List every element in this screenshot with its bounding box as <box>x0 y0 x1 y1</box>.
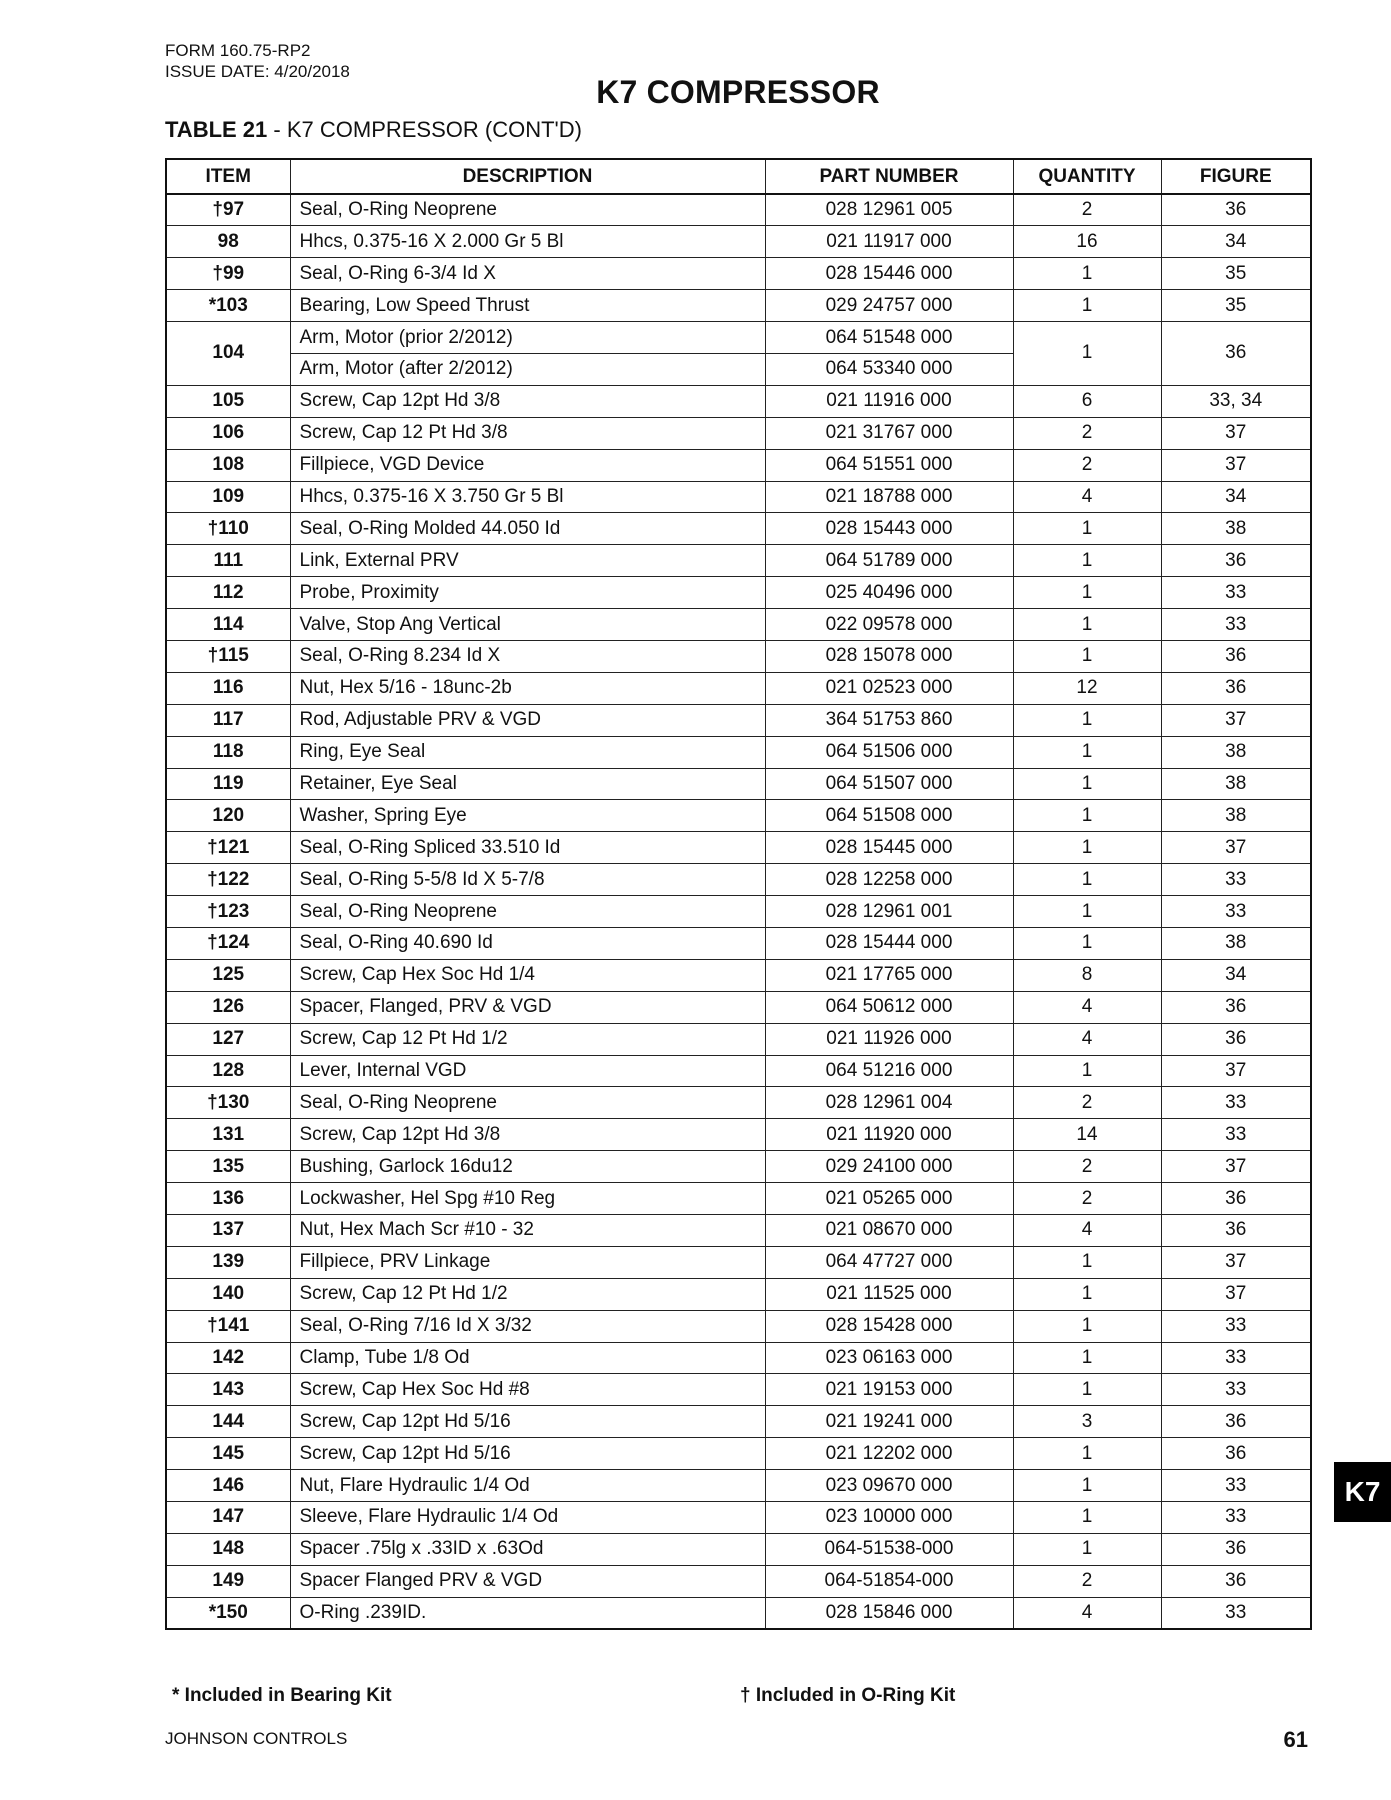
item-number-cell: †99 <box>166 258 290 290</box>
figure-cell: 33 <box>1161 1470 1311 1502</box>
table-row <box>166 1374 1311 1406</box>
parts-table <box>165 158 1312 1630</box>
figure-cell: 38 <box>1161 768 1311 800</box>
description-cell: Rod, Adjustable PRV & VGD <box>290 704 765 736</box>
description-cell: Screw, Cap 12 Pt Hd 3/8 <box>290 417 765 449</box>
quantity-cell: 1 <box>1013 832 1161 864</box>
table-row <box>166 768 1311 800</box>
quantity-cell: 1 <box>1013 1246 1161 1278</box>
figure-cell: 36 <box>1161 322 1311 386</box>
quantity-cell: 1 <box>1013 609 1161 641</box>
description-cell: Seal, O-Ring Spliced 33.510 Id <box>290 832 765 864</box>
item-number-cell: 144 <box>166 1406 290 1438</box>
table-row <box>166 896 1311 928</box>
issue-date: ISSUE DATE: 4/20/2018 <box>165 62 350 81</box>
quantity-cell: 1 <box>1013 1278 1161 1310</box>
item-number-cell: †141 <box>166 1310 290 1342</box>
part-number-cell: 028 12258 000 <box>765 864 1013 896</box>
part-number-cell: 064 47727 000 <box>765 1246 1013 1278</box>
table-row <box>166 1278 1311 1310</box>
part-number-cell: 021 11525 000 <box>765 1278 1013 1310</box>
table-caption-text: K7 COMPRESSOR (CONT'D) <box>286 117 582 142</box>
table-caption-separator: - <box>267 117 287 142</box>
table-body <box>166 194 1311 1629</box>
item-number-cell: 148 <box>166 1533 290 1565</box>
part-number-cell: 028 15445 000 <box>765 832 1013 864</box>
table-row <box>166 1310 1311 1342</box>
table-row <box>166 927 1311 959</box>
description-cell: Probe, Proximity <box>290 577 765 609</box>
figure-cell: 33 <box>1161 864 1311 896</box>
quantity-cell: 8 <box>1013 959 1161 991</box>
item-number-cell: 135 <box>166 1151 290 1183</box>
figure-cell: 33 <box>1161 1374 1311 1406</box>
description-cell: Fillpiece, VGD Device <box>290 449 765 481</box>
quantity-cell: 1 <box>1013 1374 1161 1406</box>
description-cell: Seal, O-Ring Neoprene <box>290 194 765 226</box>
description-cell: Hhcs, 0.375-16 X 2.000 Gr 5 Bl <box>290 226 765 258</box>
description-cell: Link, External PRV <box>290 545 765 577</box>
quantity-cell: 1 <box>1013 736 1161 768</box>
quantity-cell: 1 <box>1013 800 1161 832</box>
description-cell: Seal, O-Ring Neoprene <box>290 896 765 928</box>
description-cell: Bearing, Low Speed Thrust <box>290 290 765 322</box>
part-number-cell: 064 51789 000 <box>765 545 1013 577</box>
figure-cell: 33 <box>1161 1310 1311 1342</box>
table-row <box>166 1342 1311 1374</box>
table-row <box>166 1119 1311 1151</box>
table-row <box>166 1406 1311 1438</box>
table-header-row <box>166 159 1311 194</box>
description-cell: Spacer Flanged PRV & VGD <box>290 1565 765 1597</box>
footnote-bearing-kit: * Included in Bearing Kit <box>172 1685 392 1706</box>
part-number-cell: 028 15446 000 <box>765 258 1013 290</box>
table-row <box>166 736 1311 768</box>
quantity-cell: 2 <box>1013 1151 1161 1183</box>
item-number-cell: 137 <box>166 1215 290 1247</box>
figure-cell: 33, 34 <box>1161 385 1311 417</box>
part-number-cell: 021 31767 000 <box>765 417 1013 449</box>
part-number-cell: 021 05265 000 <box>765 1183 1013 1215</box>
table-row <box>166 991 1311 1023</box>
part-number-cell: 021 11916 000 <box>765 385 1013 417</box>
description-cell: Screw, Cap 12 Pt Hd 1/2 <box>290 1278 765 1310</box>
item-number-cell: 114 <box>166 609 290 641</box>
page-title: K7 COMPRESSOR <box>596 74 880 110</box>
part-number-cell: 021 02523 000 <box>765 672 1013 704</box>
figure-cell: 36 <box>1161 1183 1311 1215</box>
part-number-cell: 364 51753 860 <box>765 704 1013 736</box>
item-number-cell: 147 <box>166 1502 290 1534</box>
description-cell: Screw, Cap 12pt Hd 3/8 <box>290 1119 765 1151</box>
figure-cell: 36 <box>1161 672 1311 704</box>
item-number-cell: 120 <box>166 800 290 832</box>
part-number-cell: 064 51506 000 <box>765 736 1013 768</box>
item-number-cell: 106 <box>166 417 290 449</box>
quantity-cell: 1 <box>1013 1533 1161 1565</box>
quantity-cell: 12 <box>1013 672 1161 704</box>
item-number-cell: †124 <box>166 927 290 959</box>
part-number-cell: 064 51551 000 <box>765 449 1013 481</box>
part-number-cell: 064 51548 000 <box>765 322 1013 354</box>
quantity-cell: 3 <box>1013 1406 1161 1438</box>
table-row <box>166 322 1311 354</box>
part-number-cell: 023 06163 000 <box>765 1342 1013 1374</box>
part-number-cell: 021 18788 000 <box>765 481 1013 513</box>
item-number-cell: 142 <box>166 1342 290 1374</box>
description-cell: Nut, Hex 5/16 - 18unc-2b <box>290 672 765 704</box>
quantity-cell: 1 <box>1013 1055 1161 1087</box>
item-number-cell: 145 <box>166 1438 290 1470</box>
description-cell: Seal, O-Ring 40.690 Id <box>290 927 765 959</box>
quantity-cell: 2 <box>1013 1565 1161 1597</box>
quantity-cell: 1 <box>1013 896 1161 928</box>
item-number-cell: †121 <box>166 832 290 864</box>
figure-cell: 37 <box>1161 1246 1311 1278</box>
part-number-cell: 028 15443 000 <box>765 513 1013 545</box>
table-row <box>166 449 1311 481</box>
figure-cell: 38 <box>1161 927 1311 959</box>
item-number-cell: 119 <box>166 768 290 800</box>
figure-cell: 36 <box>1161 640 1311 672</box>
part-number-cell: 064 51507 000 <box>765 768 1013 800</box>
part-number-cell: 028 12961 005 <box>765 194 1013 226</box>
table-row <box>166 513 1311 545</box>
description-cell: Arm, Motor (prior 2/2012) <box>290 322 765 354</box>
footnote-oring-kit: † Included in O-Ring Kit <box>740 1685 956 1706</box>
quantity-cell: 4 <box>1013 991 1161 1023</box>
quantity-cell: 4 <box>1013 481 1161 513</box>
figure-cell: 33 <box>1161 1119 1311 1151</box>
part-number-cell: 028 12961 004 <box>765 1087 1013 1119</box>
table-row <box>166 1502 1311 1534</box>
table-row <box>166 385 1311 417</box>
description-cell: Valve, Stop Ang Vertical <box>290 609 765 641</box>
item-number-cell: 116 <box>166 672 290 704</box>
figure-cell: 36 <box>1161 545 1311 577</box>
table-row <box>166 672 1311 704</box>
figure-cell: 33 <box>1161 1342 1311 1374</box>
description-cell: Bushing, Garlock 16du12 <box>290 1151 765 1183</box>
figure-cell: 33 <box>1161 609 1311 641</box>
part-number-cell: 028 15428 000 <box>765 1310 1013 1342</box>
figure-cell: 38 <box>1161 736 1311 768</box>
item-number-cell: 105 <box>166 385 290 417</box>
item-number-cell: *103 <box>166 290 290 322</box>
description-cell: Seal, O-Ring Molded 44.050 Id <box>290 513 765 545</box>
figure-cell: 33 <box>1161 896 1311 928</box>
quantity-cell: 1 <box>1013 704 1161 736</box>
item-number-cell: 143 <box>166 1374 290 1406</box>
description-cell: Screw, Cap 12pt Hd 5/16 <box>290 1406 765 1438</box>
description-cell: Spacer .75lg x .33ID x .63Od <box>290 1533 765 1565</box>
quantity-cell: 16 <box>1013 226 1161 258</box>
quantity-cell: 1 <box>1013 577 1161 609</box>
description-cell: Screw, Cap 12pt Hd 3/8 <box>290 385 765 417</box>
quantity-cell: 1 <box>1013 1470 1161 1502</box>
table-row <box>166 1023 1311 1055</box>
description-cell: Fillpiece, PRV Linkage <box>290 1246 765 1278</box>
figure-cell: 38 <box>1161 800 1311 832</box>
description-cell: Seal, O-Ring 7/16 Id X 3/32 <box>290 1310 765 1342</box>
table-row <box>166 640 1311 672</box>
description-cell: Screw, Cap 12 Pt Hd 1/2 <box>290 1023 765 1055</box>
description-cell: Screw, Cap Hex Soc Hd 1/4 <box>290 959 765 991</box>
figure-cell: 37 <box>1161 1151 1311 1183</box>
table-row <box>166 1215 1311 1247</box>
item-number-cell: 131 <box>166 1119 290 1151</box>
figure-cell: 36 <box>1161 1565 1311 1597</box>
quantity-cell: 1 <box>1013 1310 1161 1342</box>
figure-cell: 36 <box>1161 1533 1311 1565</box>
table-row <box>166 226 1311 258</box>
figure-cell: 36 <box>1161 1215 1311 1247</box>
table-row <box>166 704 1311 736</box>
quantity-cell: 14 <box>1013 1119 1161 1151</box>
form-number: FORM 160.75-RP2 <box>165 41 311 60</box>
table-row <box>166 481 1311 513</box>
part-number-cell: 021 08670 000 <box>765 1215 1013 1247</box>
figure-cell: 35 <box>1161 290 1311 322</box>
figure-cell: 34 <box>1161 481 1311 513</box>
item-number-cell: †110 <box>166 513 290 545</box>
figure-cell: 36 <box>1161 991 1311 1023</box>
quantity-cell: 2 <box>1013 417 1161 449</box>
page-number: 61 <box>1283 1727 1308 1752</box>
figure-cell: 36 <box>1161 1023 1311 1055</box>
figure-cell: 37 <box>1161 1278 1311 1310</box>
part-number-cell: 064-51538-000 <box>765 1533 1013 1565</box>
table-row <box>166 1470 1311 1502</box>
part-number-cell: 064 50612 000 <box>765 991 1013 1023</box>
quantity-cell: 2 <box>1013 1183 1161 1215</box>
part-number-cell: 028 12961 001 <box>765 896 1013 928</box>
figure-cell: 34 <box>1161 226 1311 258</box>
item-number-cell: 149 <box>166 1565 290 1597</box>
table-caption-label: TABLE 21 <box>165 117 268 142</box>
table-row <box>166 1151 1311 1183</box>
quantity-cell: 1 <box>1013 1438 1161 1470</box>
column-header-part-number: PART NUMBER <box>765 159 1013 194</box>
item-number-cell: 112 <box>166 577 290 609</box>
figure-cell: 33 <box>1161 1502 1311 1534</box>
footer-company: JOHNSON CONTROLS <box>165 1729 348 1748</box>
part-number-cell: 064 53340 000 <box>765 353 1013 385</box>
table-row <box>166 290 1311 322</box>
figure-cell: 38 <box>1161 513 1311 545</box>
description-cell: O-Ring .239ID. <box>290 1597 765 1629</box>
part-number-cell: 021 19153 000 <box>765 1374 1013 1406</box>
quantity-cell: 1 <box>1013 258 1161 290</box>
item-number-cell: 117 <box>166 704 290 736</box>
quantity-cell: 1 <box>1013 545 1161 577</box>
item-number-cell: 109 <box>166 481 290 513</box>
figure-cell: 33 <box>1161 577 1311 609</box>
quantity-cell: 6 <box>1013 385 1161 417</box>
description-cell: Spacer, Flanged, PRV & VGD <box>290 991 765 1023</box>
part-number-cell: 064-51854-000 <box>765 1565 1013 1597</box>
description-cell: Screw, Cap Hex Soc Hd #8 <box>290 1374 765 1406</box>
figure-cell: 36 <box>1161 194 1311 226</box>
description-cell: Ring, Eye Seal <box>290 736 765 768</box>
table-row <box>166 864 1311 896</box>
quantity-cell: 1 <box>1013 290 1161 322</box>
part-number-cell: 028 15444 000 <box>765 927 1013 959</box>
quantity-cell: 4 <box>1013 1215 1161 1247</box>
table-row <box>166 609 1311 641</box>
item-number-cell: 98 <box>166 226 290 258</box>
quantity-cell: 1 <box>1013 864 1161 896</box>
item-number-cell: 127 <box>166 1023 290 1055</box>
table-row <box>166 832 1311 864</box>
table-row <box>166 1565 1311 1597</box>
figure-cell: 33 <box>1161 1597 1311 1629</box>
table-row <box>166 1183 1311 1215</box>
figure-cell: 37 <box>1161 832 1311 864</box>
quantity-cell: 1 <box>1013 513 1161 545</box>
table-row <box>166 1246 1311 1278</box>
item-number-cell: *150 <box>166 1597 290 1629</box>
description-cell: Seal, O-Ring Neoprene <box>290 1087 765 1119</box>
table-row <box>166 959 1311 991</box>
figure-cell: 37 <box>1161 704 1311 736</box>
item-number-cell: †97 <box>166 194 290 226</box>
table-row <box>166 1055 1311 1087</box>
description-cell: Washer, Spring Eye <box>290 800 765 832</box>
item-number-cell: 128 <box>166 1055 290 1087</box>
item-number-cell: 139 <box>166 1246 290 1278</box>
quantity-cell: 1 <box>1013 322 1161 386</box>
figure-cell: 35 <box>1161 258 1311 290</box>
item-number-cell: †123 <box>166 896 290 928</box>
table-caption <box>165 117 582 143</box>
description-cell: Seal, O-Ring 6-3/4 Id X <box>290 258 765 290</box>
section-tab: K7 <box>1334 1462 1391 1522</box>
item-number-cell: †115 <box>166 640 290 672</box>
description-cell: Lockwasher, Hel Spg #10 Reg <box>290 1183 765 1215</box>
part-number-cell: 021 12202 000 <box>765 1438 1013 1470</box>
description-cell: Retainer, Eye Seal <box>290 768 765 800</box>
column-header-description: DESCRIPTION <box>290 159 765 194</box>
description-cell: Seal, O-Ring 5-5/8 Id X 5-7/8 <box>290 864 765 896</box>
table-row <box>166 577 1311 609</box>
figure-cell: 37 <box>1161 1055 1311 1087</box>
item-number-cell: †130 <box>166 1087 290 1119</box>
part-number-cell: 028 15846 000 <box>765 1597 1013 1629</box>
part-number-cell: 029 24757 000 <box>765 290 1013 322</box>
table-row <box>166 1533 1311 1565</box>
figure-cell: 34 <box>1161 959 1311 991</box>
quantity-cell: 2 <box>1013 449 1161 481</box>
part-number-cell: 064 51508 000 <box>765 800 1013 832</box>
description-cell: Hhcs, 0.375-16 X 3.750 Gr 5 Bl <box>290 481 765 513</box>
description-cell: Lever, Internal VGD <box>290 1055 765 1087</box>
quantity-cell: 1 <box>1013 768 1161 800</box>
table-row <box>166 545 1311 577</box>
figure-cell: 37 <box>1161 449 1311 481</box>
part-number-cell: 028 15078 000 <box>765 640 1013 672</box>
table-row <box>166 194 1311 226</box>
table-row <box>166 1087 1311 1119</box>
table-row <box>166 1438 1311 1470</box>
figure-cell: 37 <box>1161 417 1311 449</box>
description-cell: Clamp, Tube 1/8 Od <box>290 1342 765 1374</box>
column-header-quantity: QUANTITY <box>1013 159 1161 194</box>
part-number-cell: 025 40496 000 <box>765 577 1013 609</box>
part-number-cell: 021 19241 000 <box>765 1406 1013 1438</box>
item-number-cell: 108 <box>166 449 290 481</box>
part-number-cell: 021 11926 000 <box>765 1023 1013 1055</box>
part-number-cell: 064 51216 000 <box>765 1055 1013 1087</box>
quantity-cell: 2 <box>1013 194 1161 226</box>
description-cell: Sleeve, Flare Hydraulic 1/4 Od <box>290 1502 765 1534</box>
quantity-cell: 1 <box>1013 1342 1161 1374</box>
part-number-cell: 022 09578 000 <box>765 609 1013 641</box>
description-cell: Screw, Cap 12pt Hd 5/16 <box>290 1438 765 1470</box>
figure-cell: 36 <box>1161 1406 1311 1438</box>
table-row <box>166 1597 1311 1629</box>
quantity-cell: 4 <box>1013 1023 1161 1055</box>
part-number-cell: 021 11917 000 <box>765 226 1013 258</box>
item-number-cell: 118 <box>166 736 290 768</box>
item-number-cell: 104 <box>166 322 290 386</box>
table-row <box>166 800 1311 832</box>
part-number-cell: 029 24100 000 <box>765 1151 1013 1183</box>
quantity-cell: 1 <box>1013 640 1161 672</box>
item-number-cell: †122 <box>166 864 290 896</box>
item-number-cell: 125 <box>166 959 290 991</box>
item-number-cell: 136 <box>166 1183 290 1215</box>
column-header-item: ITEM <box>166 159 290 194</box>
item-number-cell: 111 <box>166 545 290 577</box>
description-cell: Seal, O-Ring 8.234 Id X <box>290 640 765 672</box>
table-row <box>166 258 1311 290</box>
column-header-figure: FIGURE <box>1161 159 1311 194</box>
table-row <box>166 417 1311 449</box>
figure-cell: 33 <box>1161 1087 1311 1119</box>
item-number-cell: 146 <box>166 1470 290 1502</box>
figure-cell: 36 <box>1161 1438 1311 1470</box>
part-number-cell: 021 17765 000 <box>765 959 1013 991</box>
quantity-cell: 2 <box>1013 1087 1161 1119</box>
description-cell: Nut, Hex Mach Scr #10 - 32 <box>290 1215 765 1247</box>
part-number-cell: 023 10000 000 <box>765 1502 1013 1534</box>
item-number-cell: 140 <box>166 1278 290 1310</box>
quantity-cell: 1 <box>1013 927 1161 959</box>
part-number-cell: 021 11920 000 <box>765 1119 1013 1151</box>
quantity-cell: 4 <box>1013 1597 1161 1629</box>
description-cell: Arm, Motor (after 2/2012) <box>290 353 765 385</box>
part-number-cell: 023 09670 000 <box>765 1470 1013 1502</box>
description-cell: Nut, Flare Hydraulic 1/4 Od <box>290 1470 765 1502</box>
quantity-cell: 1 <box>1013 1502 1161 1534</box>
item-number-cell: 126 <box>166 991 290 1023</box>
